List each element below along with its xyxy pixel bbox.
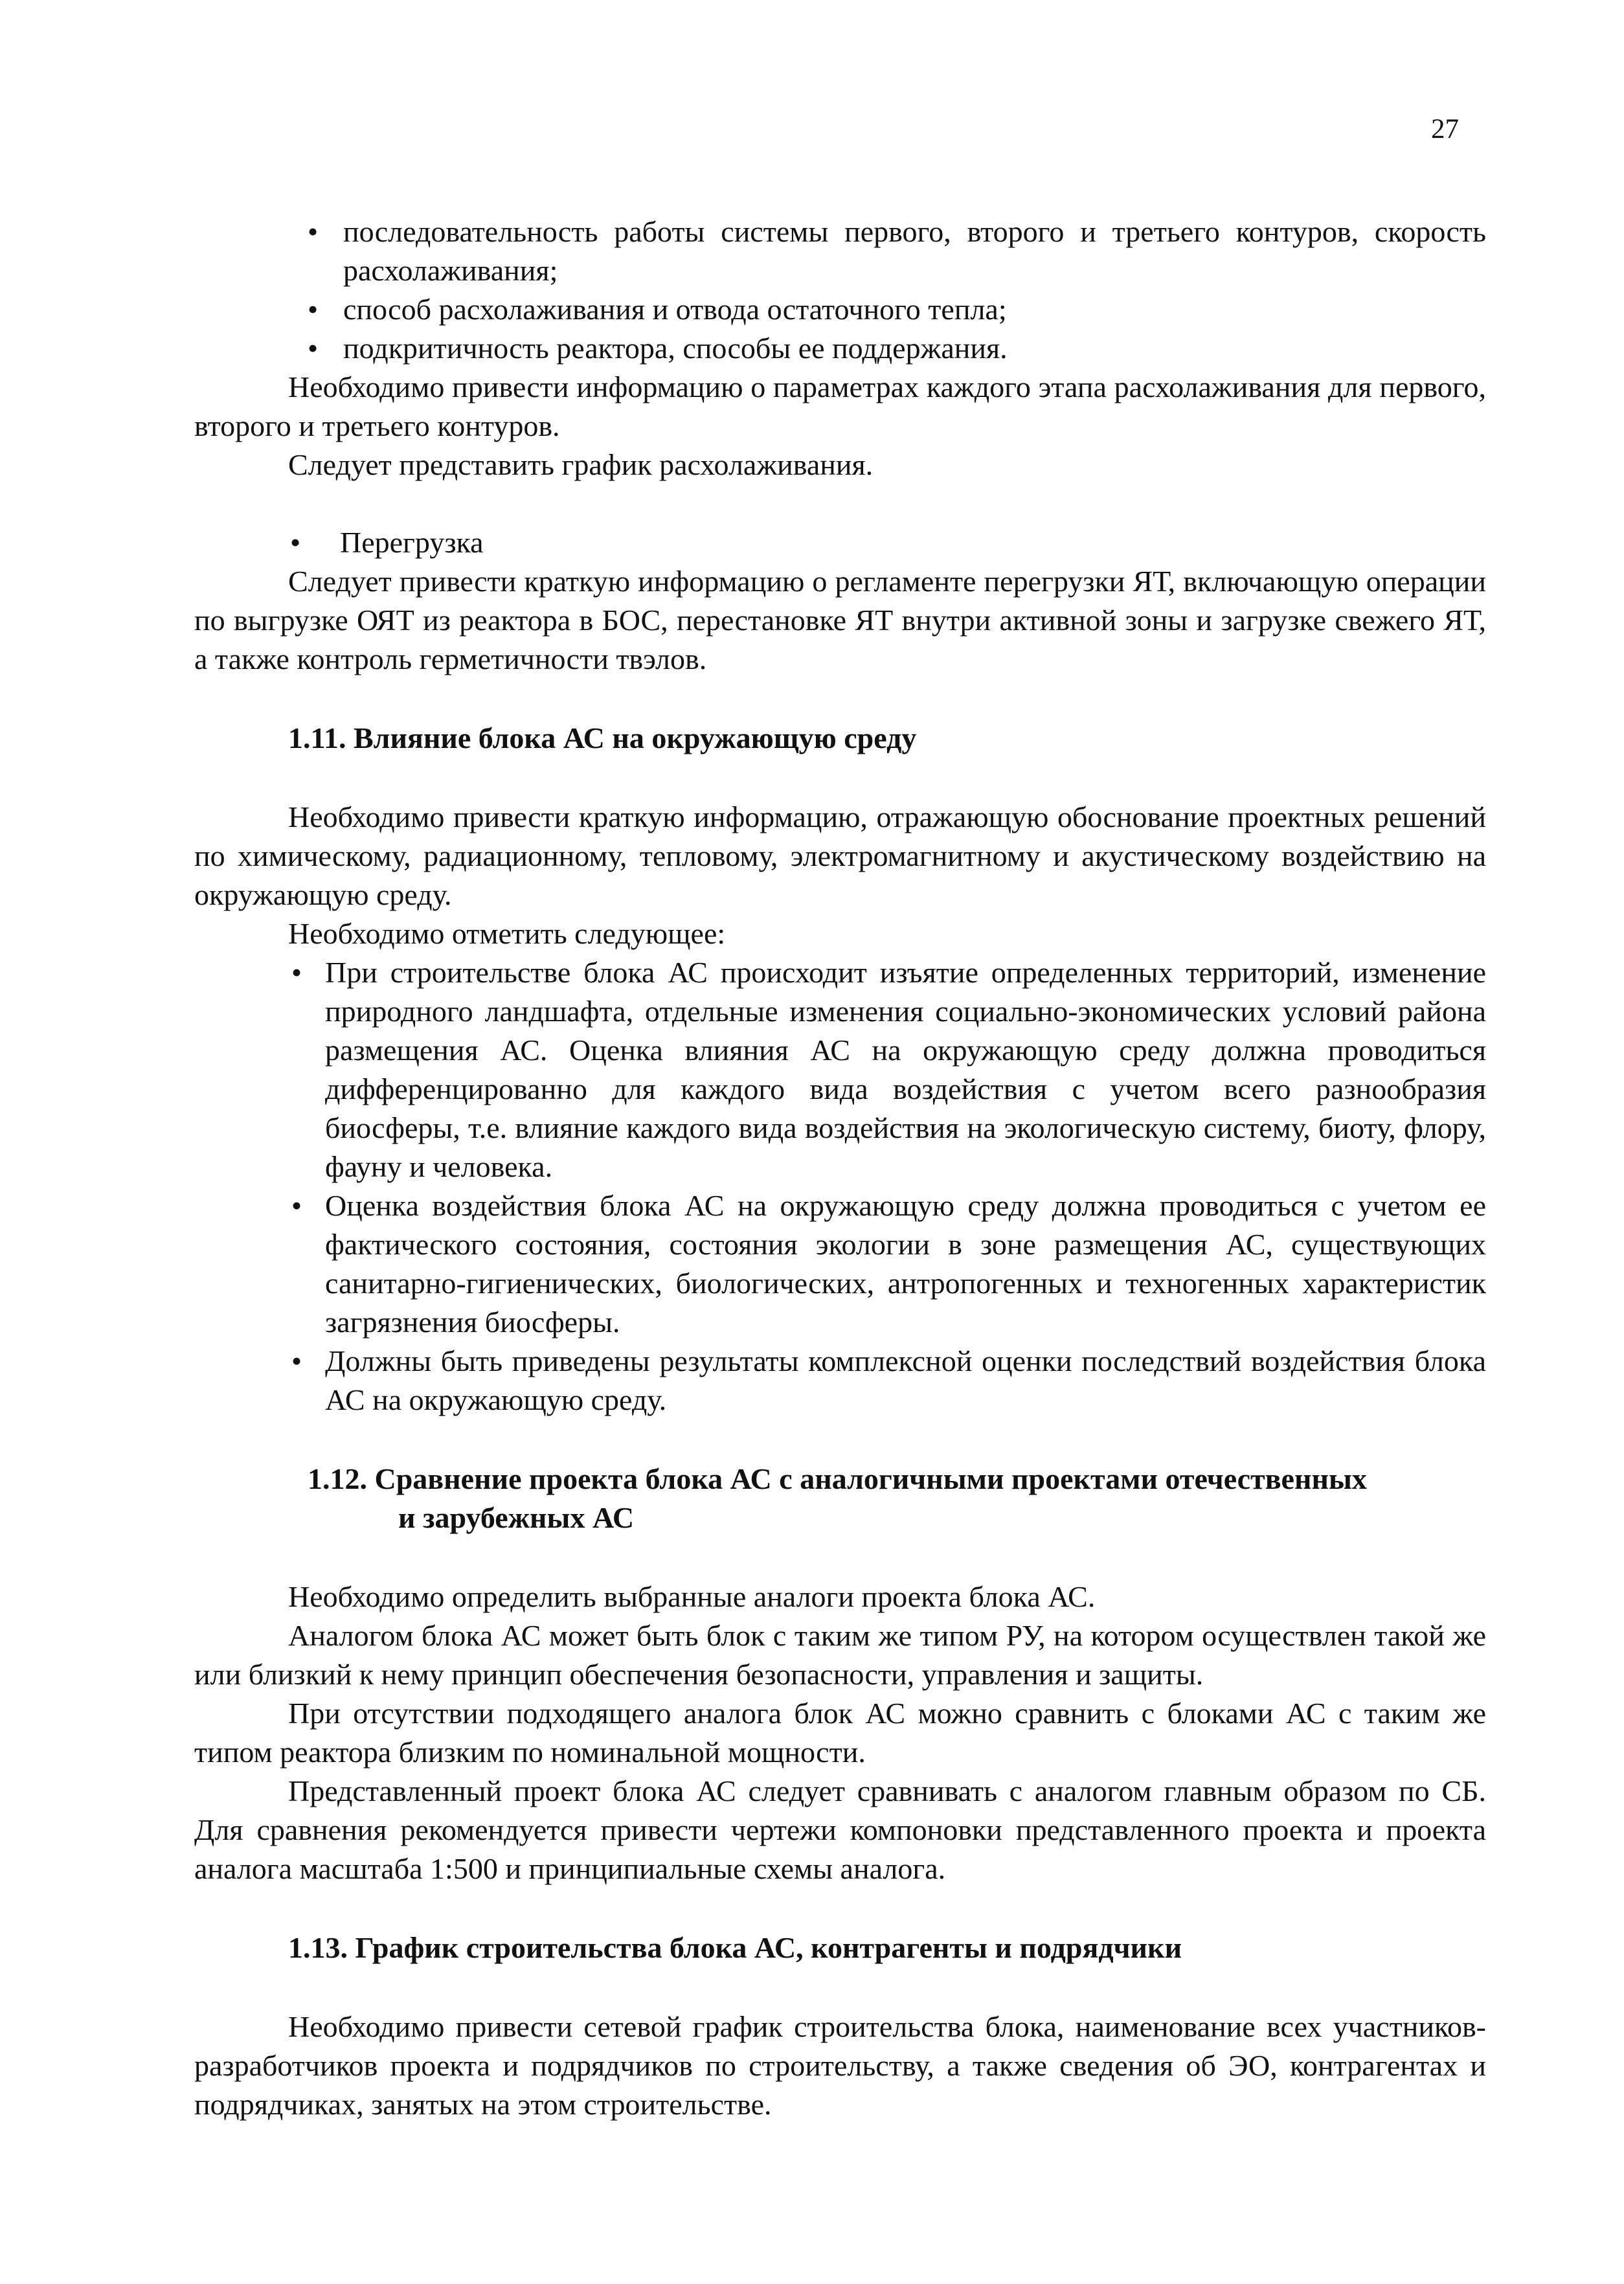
- list-item: • При строительстве блока АС происходит изъятие определенных территорий, изменение природного ландшафта, отдельные изменения социально-экономических условий района размещения АС. Оценка влияния АС на окружающую среду должна проводиться дифференцированно для каждого вида воздействия с учетом всего разнообразия биосферы, т.е. влияние каждого вида воздействия на экологическую систему, биоту, флору, фауну и человека.: [194, 953, 1486, 1186]
- paragraph: Аналогом блока АС может быть блок с таким же типом РУ, на котором осуществлен такой же или близкий к нему принцип обеспечения безопасности, управления и защиты.: [194, 1619, 1486, 1691]
- paragraph: Необходимо привести сетевой график строительства блока, наименование всех участников-разработчиков проекта и подрядчиков по строительству, а также сведения об ЭО, контрагентах и подрядчиках, занятых на этом строительстве.: [194, 2010, 1486, 2121]
- bullet-reload: [194, 523, 1486, 562]
- bullet-list-cooldown: [194, 212, 1486, 368]
- list-item: • Должны быть приведены результаты комплексной оценки последствий воздействия блока АС на окружающую среду.: [194, 1342, 1486, 1419]
- paragraph: Представленный проект блока АС следует сравнивать с аналогом главным образом по СБ. Для сравнения рекомендуется привести чертежи компоновки представленного проекта и проекта аналога масштаба 1:500 и принципиальные схемы аналога.: [194, 1774, 1486, 1885]
- list-item: • подкритичность реактора, способы ее поддержания.: [194, 329, 1486, 368]
- paragraph: Необходимо определить выбранные аналоги проекта блока АС.: [288, 1580, 1096, 1613]
- paragraph: Следует привести краткую информацию о регламенте перегрузки ЯТ, включающую операции по выгрузке ОЯТ из реактора в БОС, перестановке ЯТ внутри активной зоны и загрузке свежего ЯТ, а также контроль герметичности твэлов.: [194, 565, 1486, 675]
- document-body: [194, 212, 1486, 2124]
- paragraph: Следует представить график расхолаживания.: [288, 448, 874, 481]
- section-heading-1-11: 1.11. Влияние блока АС на окружающую среду: [288, 721, 917, 754]
- section-heading-1-12: [194, 1460, 1486, 1537]
- bullet-list-environment: [194, 953, 1486, 1419]
- paragraph: Необходимо привести краткую информацию, отражающую обоснование проектных решений по химическому, радиационному, тепловому, электромагнитному и акустическому воздействию на окружающую среду.: [194, 800, 1486, 911]
- section-heading-1-13: 1.13. График строительства блока АС, контрагенты и подрядчики: [288, 1931, 1182, 1964]
- paragraph: При отсутствии подходящего аналога блок АС можно сравнить с блоками АС с таким же типом реактора близким по номинальной мощности.: [194, 1697, 1486, 1769]
- paragraph: Необходимо привести информацию о параметрах каждого этапа расхолаживания для первого, второго и третьего контуров.: [194, 370, 1486, 442]
- section-heading-1-12-line-2: и зарубежных АС: [398, 1501, 635, 1534]
- list-item: • последовательность работы системы первого, второго и третьего контуров, скорость расхолаживания;: [194, 212, 1486, 290]
- bullet-icon: •: [290, 526, 301, 559]
- list-item: • способ расхолаживания и отвода остаточного тепла;: [194, 290, 1486, 329]
- page-number: 27: [1431, 114, 1459, 144]
- paragraph: Необходимо отметить следующее:: [288, 917, 726, 950]
- section-heading-1-12-line-1: 1.12. Сравнение проекта блока АС с аналогичными проектами отечественных: [308, 1462, 1367, 1495]
- bullet-reload-label: Перегрузка: [340, 526, 484, 559]
- list-item: • Оценка воздействия блока АС на окружающую среду должна проводиться с учетом ее фактического состояния, состояния экологии в зоне размещения АС, существующих санитарно-гигиенических, биологических, антропогенных и техногенных характеристик загрязнения биосферы.: [194, 1186, 1486, 1342]
